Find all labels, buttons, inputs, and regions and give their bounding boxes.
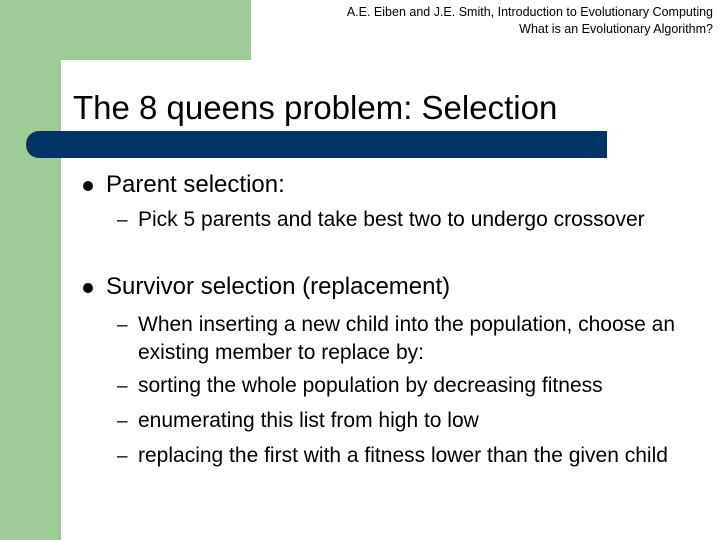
dash-marker: –	[117, 210, 128, 231]
bullet-parent-selection: Parent selection:	[106, 171, 285, 198]
header-topic-line: What is an Evolutionary Algorithm?	[519, 22, 713, 36]
subitem-sorting-population: sorting the whole population by decreasing fitness	[138, 374, 603, 397]
bullet-survivor-selection: Survivor selection (replacement)	[106, 273, 451, 300]
slide-title: The 8 queens problem: Selection	[73, 89, 558, 126]
decorative-green-corner	[0, 0, 251, 60]
subitem-inserting-child: When inserting a new child into the population, choose an existing member to replace by:	[138, 313, 676, 364]
dash-marker: –	[117, 446, 128, 467]
dash-marker: –	[117, 315, 128, 336]
bullet-dot	[83, 283, 93, 293]
subitem-replacing-first: replacing the first with a fitness lower than the given child	[138, 444, 668, 467]
subitem-pick-parents: Pick 5 parents and take best two to undergo crossover	[138, 208, 645, 231]
title-underline-bar	[26, 131, 607, 158]
slide-header	[347, 4, 713, 38]
subitem-enumerating-list: enumerating this list from high to low	[138, 409, 479, 432]
header-course-line: A.E. Eiben and J.E. Smith, Introduction to Evolutionary Computing	[346, 5, 713, 19]
decorative-green-sidebar	[0, 0, 61, 540]
dash-marker: –	[117, 376, 128, 397]
bullet-dot	[83, 181, 93, 191]
dash-marker: –	[117, 411, 128, 432]
